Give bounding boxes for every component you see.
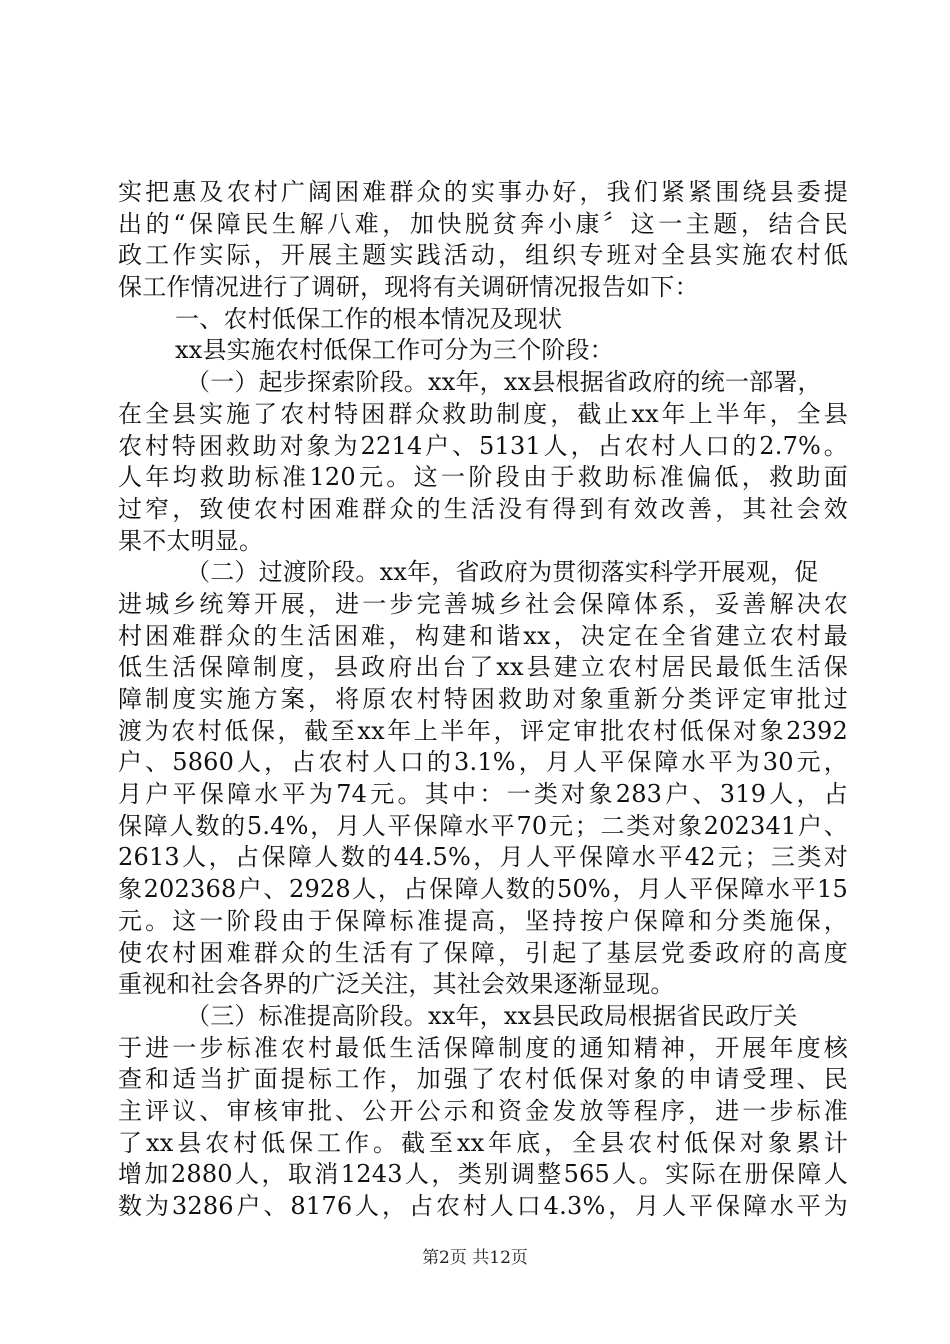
text-line: 查和适当扩面提标工作，加强了农村低保对象的申请受理、民 [118, 1065, 848, 1094]
text-line: 进城乡统筹开展，进一步完善城乡社会保障体系，妥善解决农 [118, 589, 848, 618]
text-line: （三）标准提高阶段。xx年，xx县民政局根据省民政厅关 [186, 1001, 798, 1030]
text-line: 村困难群众的生活困难，构建和谐xx，决定在全省建立农村最 [118, 621, 848, 650]
document-body [118, 177, 848, 1223]
text-line: 象202368户、2928人，占保障人数的50%，月人平保障水平15 [118, 875, 848, 904]
text-line: xx县实施农村低保工作可分为三个阶段： [175, 336, 614, 365]
text-line: 使农村困难群众的生活有了保障，引起了基层党委政府的高度 [118, 938, 848, 967]
text-line: 在全县实施了农村特困群众救助制度，截止xx年上半年，全县 [118, 399, 848, 428]
text-line: 人年均救助标准120元。这一阶段由于救助标准偏低，救助面 [118, 463, 848, 492]
text-line: 障制度实施方案，将原农村特困救助对象重新分类评定审批过 [118, 685, 848, 713]
text-line: 过窄，致使农村困难群众的生活没有得到有效改善，其社会效 [118, 494, 848, 523]
text-line: 农村特困救助对象为2214户、5131人，占农村人口的2.7%。 [118, 431, 848, 460]
text-line: 月户平保障水平为74元。其中：一类对象283户、319人，占 [118, 780, 848, 809]
text-line: 重视和社会各界的广泛关注，其社会效果逐渐显现。 [118, 970, 675, 999]
text-line: 保工作情况进行了调研，现将有关调研情况报告如下： [118, 273, 699, 302]
text-line: 主评议、审核审批、公开公示和资金发放等程序，进一步标准 [118, 1096, 848, 1125]
text-line: 保障人数的5.4%，月人平保障水平70元；二类对象202341户、 [118, 811, 848, 840]
text-line: 数为3286户、8176人，占农村人口4.3%，月人平保障水平为 [118, 1192, 848, 1220]
text-line: 渡为农村低保，截至xx年上半年，评定审批农村低保对象2392 [118, 716, 848, 745]
text-line: 出的“保障民生解八难，加快脱贫奔小康〞这一主题，结合民 [118, 209, 848, 238]
text-line: 果不太明显。 [118, 526, 264, 555]
text-line: 低生活保障制度，县政府出台了xx县建立农村居民最低生活保 [118, 653, 848, 682]
text-line: 元。这一阶段由于保障标准提高，坚持按户保障和分类施保， [118, 906, 848, 935]
text-line: 2613人，占保障人数的44.5%，月人平保障水平42元；三类对 [118, 843, 848, 872]
text-line: （二）过渡阶段。xx年，省政府为贯彻落实科学开展观，促 [186, 558, 819, 587]
text-line: 户、5860人，占农村人口的3.1%，月人平保障水平为30元， [118, 748, 848, 777]
text-line: 于进一步标准农村最低生活保障制度的通知精神，开展年度核 [118, 1033, 848, 1062]
text-line: 增加2880人，取消1243人，类别调整565人。实际在册保障人 [118, 1160, 848, 1189]
text-line: 了xx县农村低保工作。截至xx年底，全县农村低保对象累计 [118, 1128, 848, 1157]
page-footer: 第2页 共12页 [422, 1248, 528, 1268]
text-line: 政工作实际，开展主题实践活动，组织专班对全县实施农村低 [118, 241, 848, 270]
text-line: （一）起步探索阶段。xx年，xx县根据省政府的统一部署， [186, 368, 822, 397]
text-line: 实把惠及农村广阔困难群众的实事办好，我们紧紧围绕县委提 [118, 178, 848, 206]
text-line: 一、农村低保工作的根本情况及现状 [175, 304, 563, 333]
